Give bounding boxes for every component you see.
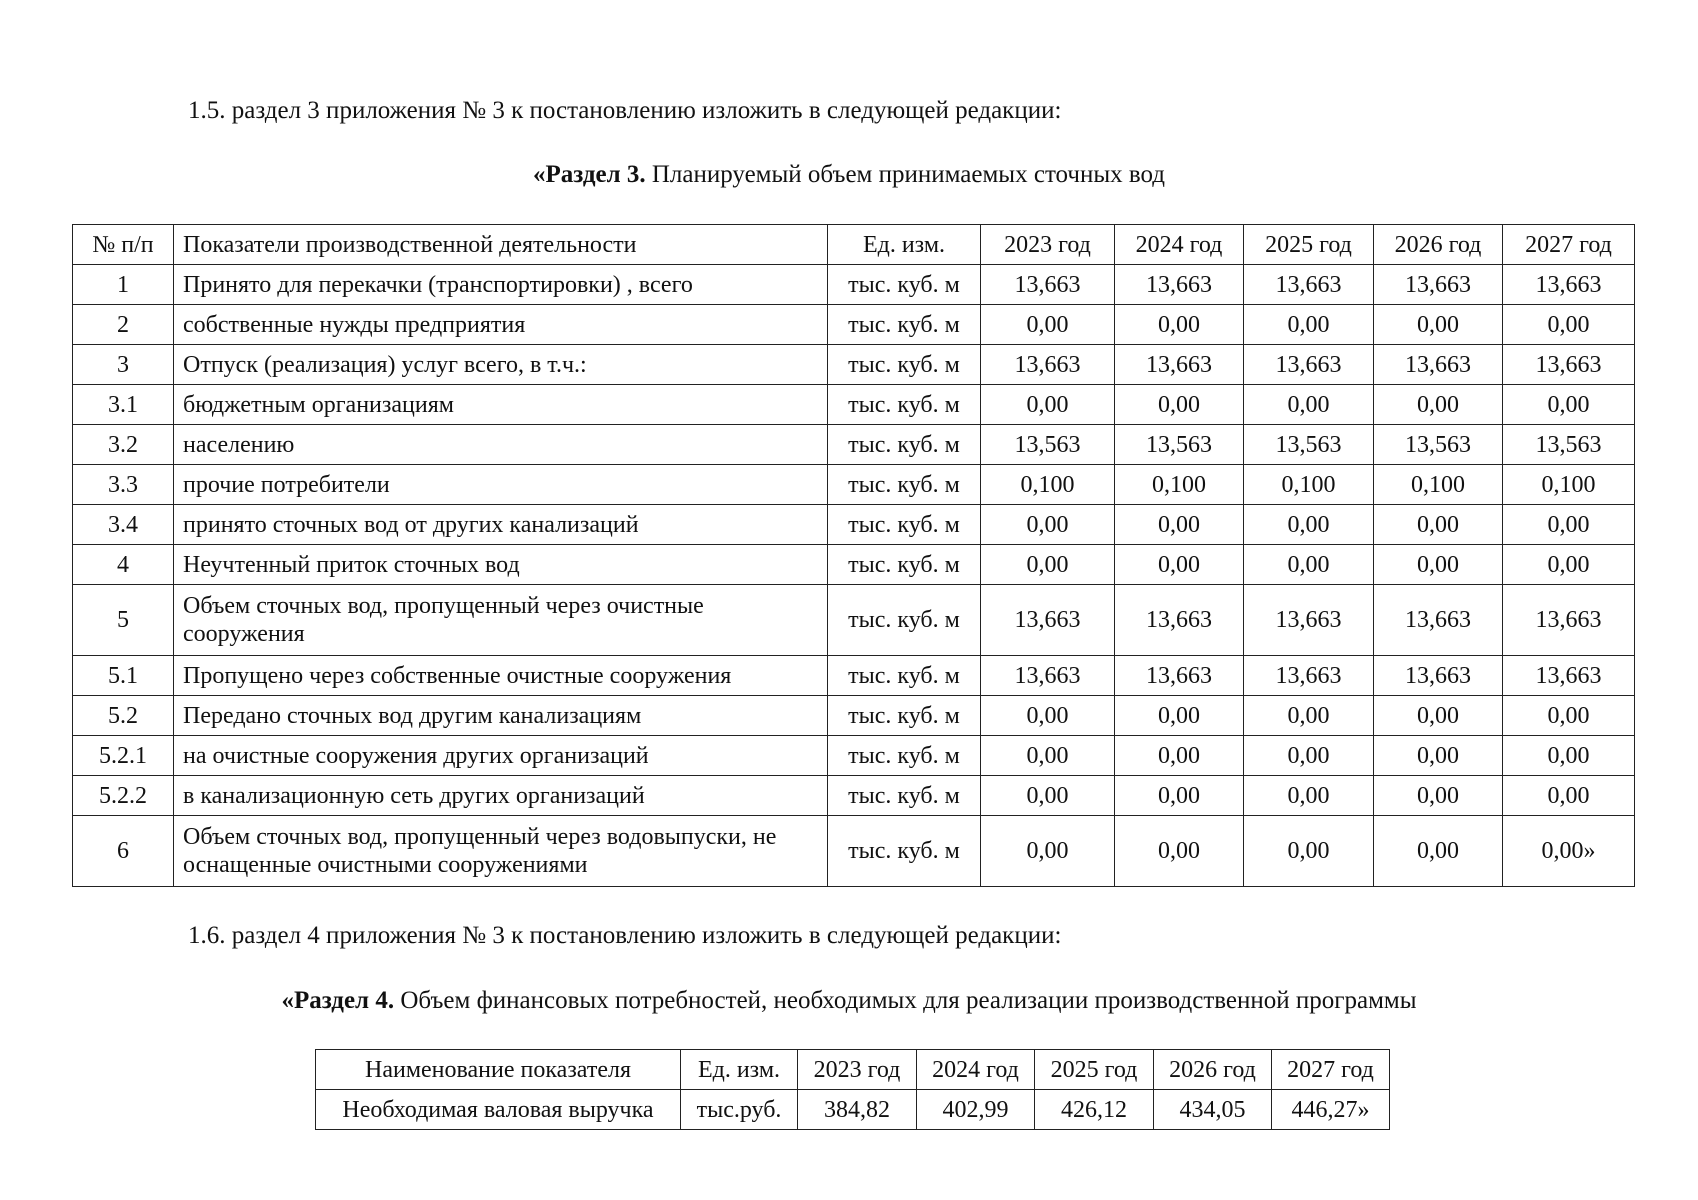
cell-unit: тыс. куб. м — [828, 505, 981, 545]
section3-table — [72, 224, 1635, 887]
section4-intro: 1.6. раздел 4 приложения № 3 к постановлению изложить в следующей редакции: — [188, 922, 1062, 949]
cell-v2025: 426,12 — [1035, 1090, 1154, 1130]
cell-v2024: 0,00 — [1115, 816, 1244, 887]
cell-v2023: 0,00 — [981, 385, 1115, 425]
cell-num: 3.3 — [73, 465, 174, 505]
table-row — [73, 345, 1635, 385]
cell-v2027: 0,00 — [1503, 505, 1635, 545]
cell-name: Пропущено через собственные очистные сооружения — [174, 656, 828, 696]
cell-unit: тыс. куб. м — [828, 465, 981, 505]
cell-v2024: 13,663 — [1115, 585, 1244, 656]
cell-v2025: 0,00 — [1244, 545, 1374, 585]
column-header: Ед. изм. — [828, 225, 981, 265]
column-header: 2025 год — [1035, 1050, 1154, 1090]
cell-v2026: 13,563 — [1374, 425, 1503, 465]
cell-v2026: 13,663 — [1374, 585, 1503, 656]
cell-name: прочие потребители — [174, 465, 828, 505]
cell-name: Принято для перекачки (транспортировки) , всего — [174, 265, 828, 305]
cell-v2026: 0,100 — [1374, 465, 1503, 505]
cell-num: 5.2.1 — [73, 736, 174, 776]
cell-v2024: 402,99 — [917, 1090, 1035, 1130]
cell-unit: тыс. куб. м — [828, 656, 981, 696]
column-header: 2024 год — [1115, 225, 1244, 265]
cell-v2026: 0,00 — [1374, 776, 1503, 816]
cell-unit: тыс. куб. м — [828, 776, 981, 816]
cell-v2024: 0,00 — [1115, 505, 1244, 545]
cell-v2024: 13,663 — [1115, 656, 1244, 696]
cell-num: 3 — [73, 345, 174, 385]
cell-v2023: 13,663 — [981, 585, 1115, 656]
cell-v2025: 0,00 — [1244, 816, 1374, 887]
cell-v2026: 13,663 — [1374, 265, 1503, 305]
column-header: Показатели производственной деятельности — [174, 225, 828, 265]
table-row — [73, 265, 1635, 305]
cell-v2027: 0,00 — [1503, 776, 1635, 816]
cell-v2023: 0,00 — [981, 305, 1115, 345]
table-row — [73, 816, 1635, 887]
table-row — [73, 425, 1635, 465]
cell-name: в канализационную сеть других организаций — [174, 776, 828, 816]
cell-v2026: 13,663 — [1374, 656, 1503, 696]
cell-v2024: 0,00 — [1115, 776, 1244, 816]
column-header: 2027 год — [1503, 225, 1635, 265]
section4-table — [315, 1049, 1390, 1130]
cell-name: Отпуск (реализация) услуг всего, в т.ч.: — [174, 345, 828, 385]
cell-v2027: 0,00 — [1503, 545, 1635, 585]
cell-name: собственные нужды предприятия — [174, 305, 828, 345]
cell-v2025: 0,100 — [1244, 465, 1374, 505]
cell-unit: тыс. куб. м — [828, 736, 981, 776]
cell-v2025: 0,00 — [1244, 385, 1374, 425]
cell-v2025: 13,563 — [1244, 425, 1374, 465]
cell-v2025: 13,663 — [1244, 585, 1374, 656]
table-row — [73, 385, 1635, 425]
cell-v2027: 446,27» — [1272, 1090, 1390, 1130]
cell-unit: тыс. куб. м — [828, 545, 981, 585]
cell-name: Передано сточных вод другим канализациям — [174, 696, 828, 736]
cell-v2023: 0,00 — [981, 696, 1115, 736]
cell-name: Необходимая валовая выручка — [316, 1090, 681, 1130]
column-header: 2026 год — [1374, 225, 1503, 265]
cell-v2024: 0,00 — [1115, 305, 1244, 345]
cell-v2025: 0,00 — [1244, 505, 1374, 545]
cell-v2024: 13,563 — [1115, 425, 1244, 465]
cell-v2026: 0,00 — [1374, 385, 1503, 425]
column-header: Наименование показателя — [316, 1050, 681, 1090]
cell-v2025: 13,663 — [1244, 345, 1374, 385]
cell-name: Объем сточных вод, пропущенный через водовыпуски, не оснащенные очистными сооружениями — [174, 816, 828, 887]
cell-v2023: 384,82 — [798, 1090, 917, 1130]
cell-num: 5.1 — [73, 656, 174, 696]
table-row — [73, 585, 1635, 656]
cell-v2026: 0,00 — [1374, 736, 1503, 776]
cell-v2027: 0,00 — [1503, 736, 1635, 776]
cell-num: 5.2.2 — [73, 776, 174, 816]
cell-v2023: 0,00 — [981, 505, 1115, 545]
cell-name: бюджетным организациям — [174, 385, 828, 425]
cell-v2025: 0,00 — [1244, 696, 1374, 736]
cell-unit: тыс. куб. м — [828, 585, 981, 656]
cell-unit: тыс. куб. м — [828, 305, 981, 345]
cell-v2023: 0,00 — [981, 545, 1115, 585]
cell-v2024: 0,00 — [1115, 736, 1244, 776]
cell-v2027: 13,663 — [1503, 656, 1635, 696]
cell-v2026: 0,00 — [1374, 505, 1503, 545]
column-header: 2023 год — [981, 225, 1115, 265]
cell-num: 6 — [73, 816, 174, 887]
cell-unit: тыс. куб. м — [828, 345, 981, 385]
cell-v2024: 0,100 — [1115, 465, 1244, 505]
cell-v2025: 0,00 — [1244, 736, 1374, 776]
cell-num: 3.1 — [73, 385, 174, 425]
cell-num: 5 — [73, 585, 174, 656]
table-row — [73, 465, 1635, 505]
column-header: № п/п — [73, 225, 174, 265]
cell-v2025: 0,00 — [1244, 776, 1374, 816]
cell-unit: тыс. куб. м — [828, 816, 981, 887]
table-row — [73, 505, 1635, 545]
table-row — [73, 776, 1635, 816]
cell-num: 2 — [73, 305, 174, 345]
cell-v2026: 0,00 — [1374, 545, 1503, 585]
column-header: 2026 год — [1154, 1050, 1272, 1090]
cell-v2026: 0,00 — [1374, 305, 1503, 345]
section3-title-bold: «Раздел 3. — [532, 161, 646, 188]
section3-intro: 1.5. раздел 3 приложения № 3 к постановлению изложить в следующей редакции: — [188, 97, 1062, 124]
cell-v2026: 434,05 — [1154, 1090, 1272, 1130]
cell-v2025: 13,663 — [1244, 265, 1374, 305]
section4-title-bold: «Раздел 4. — [281, 987, 395, 1014]
cell-unit: тыс. куб. м — [828, 265, 981, 305]
table-row — [316, 1090, 1390, 1130]
cell-v2027: 0,00 — [1503, 305, 1635, 345]
cell-v2026: 0,00 — [1374, 696, 1503, 736]
cell-v2027: 0,00 — [1503, 385, 1635, 425]
cell-v2027: 0,00 — [1503, 696, 1635, 736]
cell-v2024: 13,663 — [1115, 345, 1244, 385]
column-header: 2024 год — [917, 1050, 1035, 1090]
cell-v2025: 0,00 — [1244, 305, 1374, 345]
cell-unit: тыс.руб. — [681, 1090, 798, 1130]
cell-name: населению — [174, 425, 828, 465]
cell-v2023: 13,563 — [981, 425, 1115, 465]
cell-v2027: 0,00» — [1503, 816, 1635, 887]
cell-v2023: 0,00 — [981, 776, 1115, 816]
cell-v2027: 13,563 — [1503, 425, 1635, 465]
cell-v2026: 13,663 — [1374, 345, 1503, 385]
cell-num: 1 — [73, 265, 174, 305]
column-header: 2027 год — [1272, 1050, 1390, 1090]
cell-v2024: 0,00 — [1115, 385, 1244, 425]
cell-v2023: 0,00 — [981, 816, 1115, 887]
column-header: 2023 год — [798, 1050, 917, 1090]
cell-unit: тыс. куб. м — [828, 425, 981, 465]
column-header: Ед. изм. — [681, 1050, 798, 1090]
cell-v2024: 0,00 — [1115, 545, 1244, 585]
cell-v2023: 13,663 — [981, 345, 1115, 385]
cell-v2026: 0,00 — [1374, 816, 1503, 887]
cell-v2025: 13,663 — [1244, 656, 1374, 696]
cell-name: Неучтенный приток сточных вод — [174, 545, 828, 585]
cell-v2024: 13,663 — [1115, 265, 1244, 305]
table-row — [73, 656, 1635, 696]
section3-title-rest: Планируемый объем принимаемых сточных вод — [645, 161, 1166, 188]
table-row — [73, 696, 1635, 736]
cell-unit: тыс. куб. м — [828, 385, 981, 425]
cell-num: 5.2 — [73, 696, 174, 736]
cell-num: 4 — [73, 545, 174, 585]
cell-name: на очистные сооружения других организаций — [174, 736, 828, 776]
cell-name: Объем сточных вод, пропущенный через очистные сооружения — [174, 585, 828, 656]
cell-v2027: 13,663 — [1503, 265, 1635, 305]
cell-v2027: 0,100 — [1503, 465, 1635, 505]
cell-v2023: 13,663 — [981, 265, 1115, 305]
table-header-row — [73, 225, 1635, 265]
table-row — [73, 736, 1635, 776]
cell-name: принято сточных вод от других канализаций — [174, 505, 828, 545]
cell-v2023: 0,100 — [981, 465, 1115, 505]
cell-num: 3.2 — [73, 425, 174, 465]
column-header: 2025 год — [1244, 225, 1374, 265]
table-row — [73, 305, 1635, 345]
section4-title — [0, 986, 1698, 1016]
cell-v2023: 0,00 — [981, 736, 1115, 776]
cell-v2027: 13,663 — [1503, 345, 1635, 385]
cell-unit: тыс. куб. м — [828, 696, 981, 736]
table-row — [73, 545, 1635, 585]
cell-v2027: 13,663 — [1503, 585, 1635, 656]
cell-v2023: 13,663 — [981, 656, 1115, 696]
section3-title — [0, 160, 1698, 190]
table-header-row — [316, 1050, 1390, 1090]
cell-v2024: 0,00 — [1115, 696, 1244, 736]
cell-num: 3.4 — [73, 505, 174, 545]
section4-title-rest: Объем финансовых потребностей, необходимых для реализации производственной программы — [394, 987, 1417, 1014]
